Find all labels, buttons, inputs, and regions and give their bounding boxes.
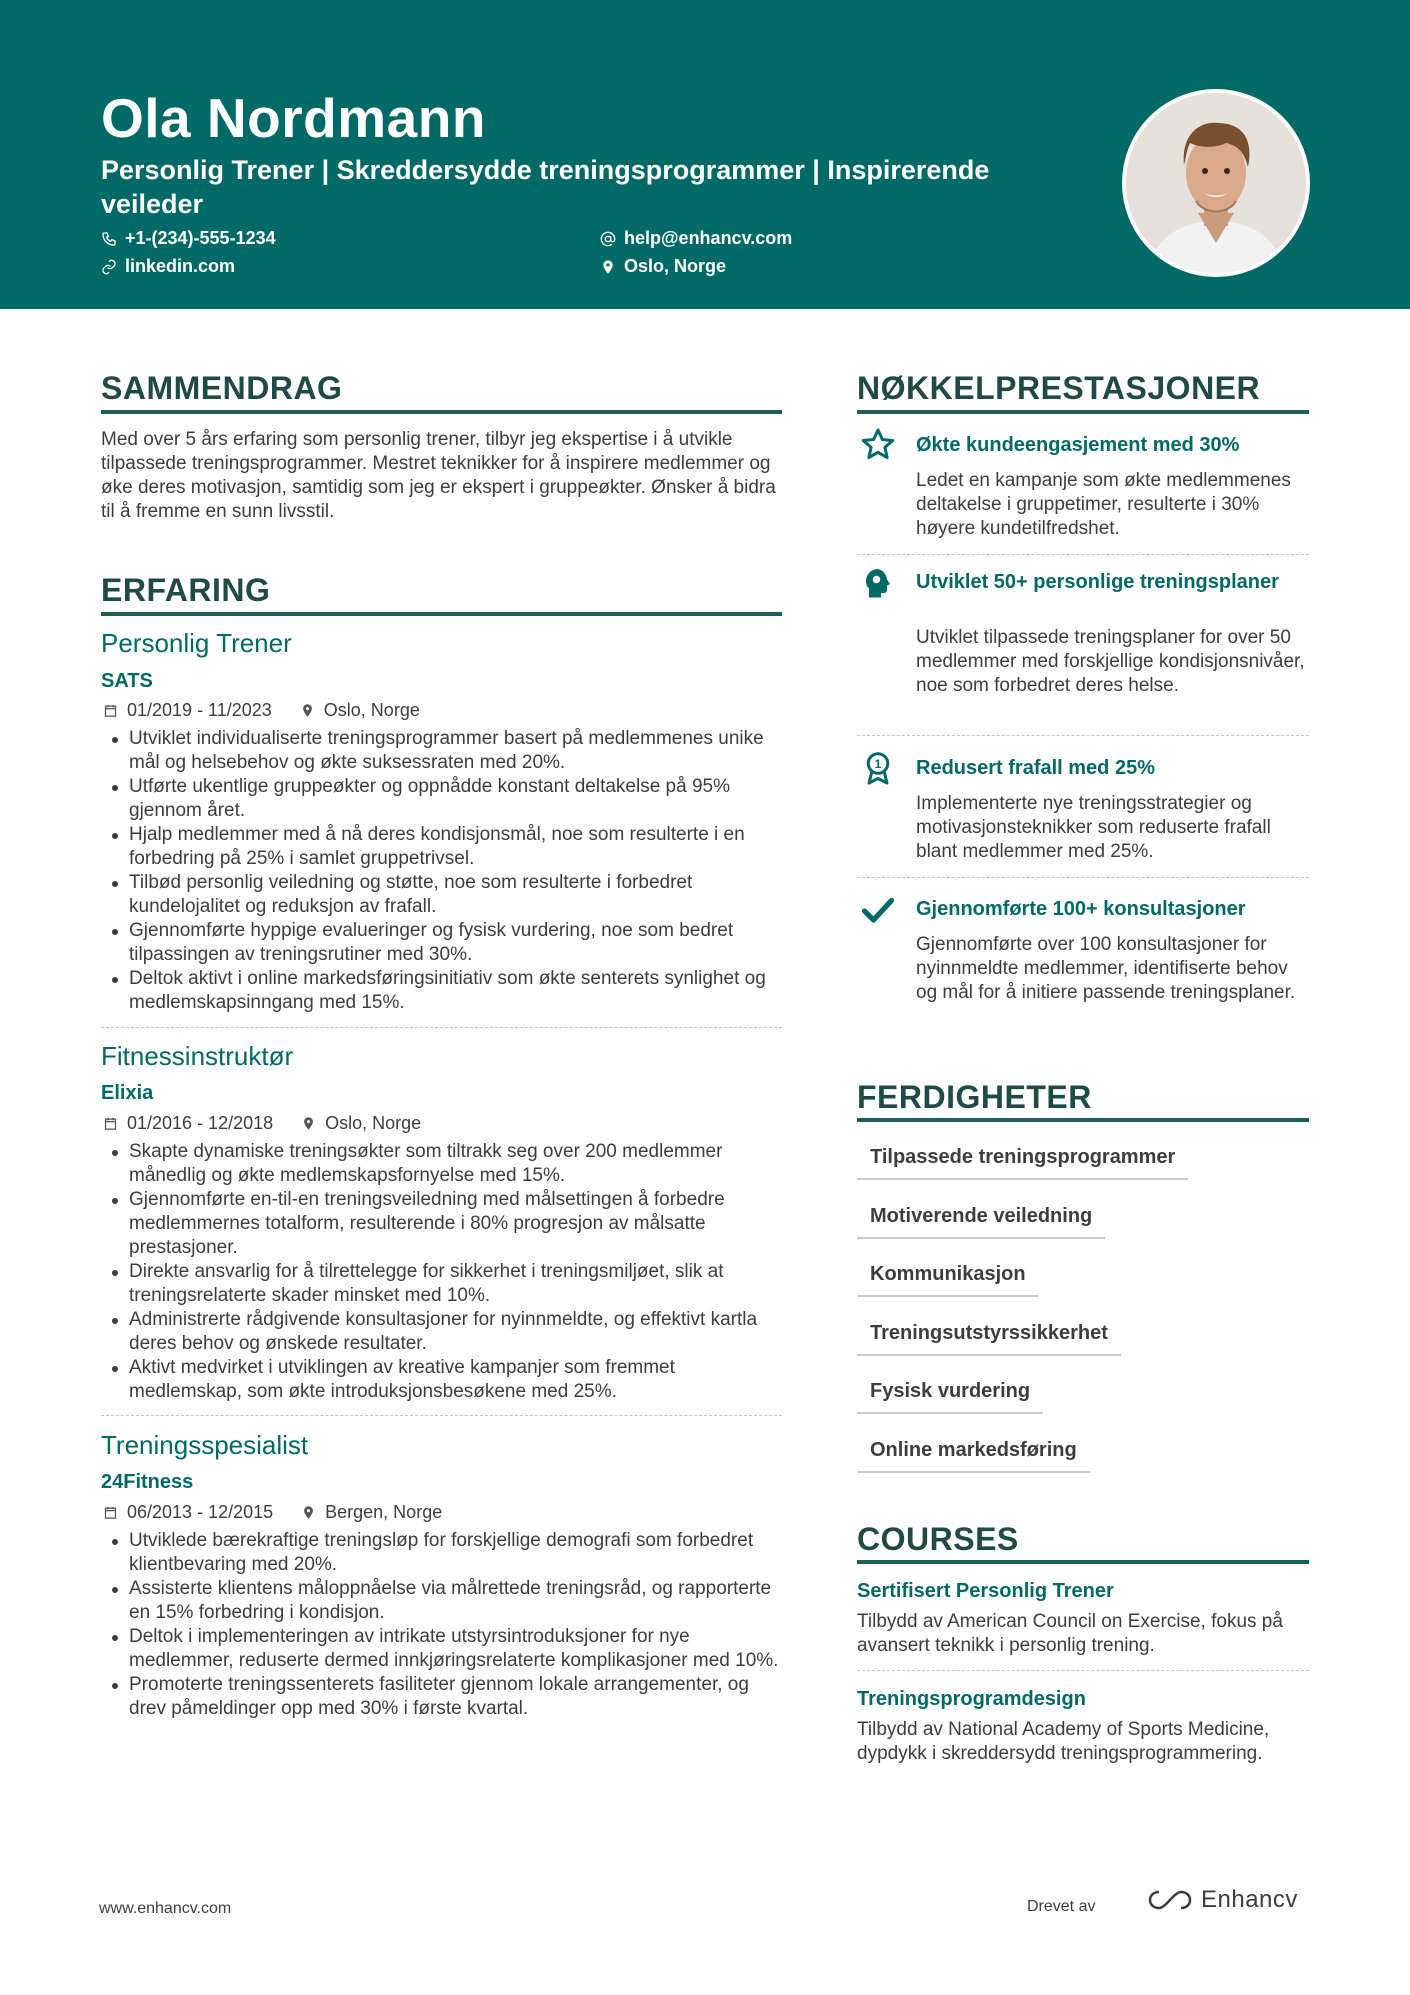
skills-rule bbox=[857, 1118, 1309, 1122]
footer-powered-by: Drevet av bbox=[1027, 1898, 1096, 1915]
course-title: Sertifisert Personlig Trener bbox=[857, 1580, 1114, 1602]
course-title: Treningsprogramdesign bbox=[857, 1688, 1086, 1710]
experience-heading: ERFARING bbox=[101, 572, 271, 608]
job-bullet: Promoterte treningssenterets fasiliteter gjennom lokale arrangementer, og drev påmeldinger opp med 30% i første kvartal. bbox=[101, 1673, 791, 1721]
skill-tag: Motiverende veiledning bbox=[857, 1199, 1105, 1239]
job-meta bbox=[103, 1502, 442, 1523]
contact-phone bbox=[101, 228, 276, 249]
courses-rule bbox=[857, 1560, 1309, 1564]
job-location-text: Bergen, Norge bbox=[325, 1502, 443, 1522]
job-dates: 01/2019 - 11/2023 bbox=[127, 700, 272, 720]
enhancv-brand-text: Enhancv bbox=[1201, 1886, 1298, 1913]
job-title: Treningsspesialist bbox=[101, 1430, 309, 1460]
achievement-text: Utviklet tilpassede treningsplaner for over 50 medlemmer med forskjellige kondisjonsnivåer, noe som forbedret deres helse. bbox=[916, 627, 1305, 696]
linkedin-text[interactable]: linkedin.com bbox=[125, 256, 236, 276]
enhancv-logo[interactable] bbox=[1147, 1886, 1298, 1914]
courses-heading: COURSES bbox=[857, 1521, 1019, 1557]
resume-header bbox=[0, 0, 1410, 309]
course-text: Tilbydd av National Academy of Sports Medicine, dypdykk i skreddersydd treningsprogrammering. bbox=[857, 1719, 1270, 1764]
job-company: 24Fitness bbox=[101, 1471, 194, 1493]
skills-heading: FERDIGHETER bbox=[857, 1079, 1092, 1115]
candidate-name: Ola Nordmann bbox=[101, 87, 486, 149]
calendar-icon bbox=[103, 1116, 118, 1131]
skill-tag: Kommunikasjon bbox=[857, 1257, 1039, 1297]
achievements-heading: NØKKELPRESTASJONER bbox=[857, 370, 1261, 406]
job-bullet: Direkte ansvarlig for å tilrettelegge for sikkerhet i treningsmiljøet, slik at treningsrelaterte skader minsket med 10%. bbox=[101, 1260, 791, 1308]
achievement-divider bbox=[857, 877, 1309, 878]
location-pin-icon bbox=[301, 1116, 316, 1131]
job-meta bbox=[103, 1113, 421, 1134]
job-dates: 06/2013 - 12/2015 bbox=[127, 1502, 274, 1522]
achievement-text: Gjennomførte over 100 konsultasjoner for nyinnmeldte medlemmer, identifiserte behov og mål for å initiere passende treningsplaner. bbox=[916, 934, 1296, 1003]
job-bullet: Administrerte rådgivende konsultasjoner for nyinnmeldte, og effektivt kartla deres behov og ønskede resultater. bbox=[101, 1308, 791, 1356]
profile-photo bbox=[1122, 89, 1310, 277]
job-bullet: Utviklet individualiserte treningsprogrammer basert på medlemmenes unike mål og helsebehov og økte suksessraten med 20%. bbox=[101, 727, 791, 775]
job-bullet: Tilbød personlig veiledning og støtte, noe som resulterte i forbedret kundelojalitet og reduksjon av frafall. bbox=[101, 871, 791, 919]
achievement-divider bbox=[857, 735, 1309, 736]
job-bullet: Deltok i implementeringen av intrikate utstyrsintroduksjoner for nye medlemmer, reduserte dermed innkjøringsrelaterte komplikasjoner med 10%. bbox=[101, 1625, 791, 1673]
job-bullets bbox=[101, 727, 791, 1015]
skill-tag: Treningsutstyrssikkerhet bbox=[857, 1316, 1121, 1356]
location-text: Oslo, Norge bbox=[624, 256, 727, 276]
job-company: SATS bbox=[101, 670, 153, 692]
summary-text: Med over 5 års erfaring som personlig trener, tilbyr jeg ekspertise i å utvikle tilpassede treningsprogrammer. Mestret teknikker for å inspirere medlemmer og øke deres motivasjon, samtidig som jeg er ekspert i gruppeøkter. Ønsker å bidra til å fremme en sunn livsstil. bbox=[101, 429, 776, 522]
job-meta bbox=[103, 700, 420, 721]
achievement-title: Gjennomførte 100+ konsultasjoner bbox=[916, 898, 1246, 920]
svg-text:1: 1 bbox=[874, 757, 882, 771]
link-icon bbox=[101, 259, 117, 275]
course-text: Tilbydd av American Council on Exercise, fokus på avansert teknikk i personlig trening. bbox=[857, 1611, 1283, 1656]
summary-rule bbox=[101, 410, 782, 414]
job-location-text: Oslo, Norge bbox=[323, 700, 420, 720]
email-text[interactable]: help@enhancv.com bbox=[624, 228, 793, 248]
job-bullet: Gjennomførte en-til-en treningsveiledning med målsettingen å forbedre medlemmernes totalform, resulterende i 80% progresjon av målsatte prestasjoner. bbox=[101, 1188, 791, 1260]
star-icon bbox=[860, 427, 896, 463]
at-icon bbox=[600, 231, 616, 247]
job-dates: 01/2016 - 12/2018 bbox=[127, 1113, 274, 1133]
phone-text: +1-(234)-555-1234 bbox=[125, 228, 276, 248]
achievement-divider bbox=[857, 554, 1309, 555]
job-company: Elixia bbox=[101, 1082, 154, 1104]
job-bullet: Hjalp medlemmer med å nå deres kondisjonsmål, noe som resulterte i en forbedring på 25% i samlet gruppetrivsel. bbox=[101, 823, 791, 871]
job-bullet: Utførte ukentlige gruppeøkter og oppnådde konstant deltakelse på 95% gjennom året. bbox=[101, 775, 791, 823]
experience-rule bbox=[101, 612, 782, 616]
job-location bbox=[301, 1113, 421, 1134]
contact-linkedin[interactable] bbox=[101, 256, 235, 277]
achievement-text: Ledet en kampanje som økte medlemmenes deltakelse i gruppetimer, resulterte i 30% høyere kundetilfredshet. bbox=[916, 470, 1291, 539]
achievement-text: Implementerte nye treningsstrategier og motivasjonsteknikker som reduserte frafall blant medlemmer med 25%. bbox=[916, 793, 1271, 862]
skill-tag: Online markedsføring bbox=[857, 1433, 1090, 1473]
job-location bbox=[300, 700, 420, 721]
job-bullet: Deltok aktivt i online markedsføringsinitiativ som økte senterets synlighet og medlemskapsinngang med 15%. bbox=[101, 967, 791, 1015]
skill-tag: Fysisk vurdering bbox=[857, 1374, 1043, 1414]
contact-email[interactable] bbox=[600, 228, 792, 249]
check-icon bbox=[860, 893, 896, 929]
candidate-headline: Personlig Trener | Skreddersydde treningsprogrammer | Inspirerende veileder bbox=[101, 155, 990, 219]
location-pin-icon bbox=[300, 703, 315, 718]
job-bullet: Gjennomførte hyppige evalueringer og fysisk vurdering, noe som bedret tilpassingen av treningsrutiner med 30%. bbox=[101, 919, 791, 967]
skill-tag: Tilpassede treningsprogrammer bbox=[857, 1140, 1188, 1180]
job-bullets bbox=[101, 1140, 791, 1404]
job-bullet: Assisterte klientens måloppnåelse via målrettede treningsråd, og rapporterte en 15% forbedring i kondisjon. bbox=[101, 1577, 791, 1625]
job-divider bbox=[101, 1027, 782, 1028]
job-bullet: Skapte dynamiske treningsøkter som tiltrakk seg over 200 medlemmer månedlig og økte medlemskapsfornyelse med 15%. bbox=[101, 1140, 791, 1188]
course-divider bbox=[857, 1670, 1309, 1671]
achievement-title: Utviklet 50+ personlige treningsplaner bbox=[916, 571, 1279, 593]
location-pin-icon bbox=[600, 259, 616, 275]
location-pin-icon bbox=[301, 1505, 316, 1520]
phone-icon bbox=[101, 231, 117, 247]
job-bullet: Utviklede bærekraftige treningsløp for forskjellige demografi som forbedret klientbevaring med 20%. bbox=[101, 1529, 791, 1577]
achievement-title: Økte kundeengasjement med 30% bbox=[916, 434, 1240, 456]
job-divider bbox=[101, 1415, 782, 1416]
summary-heading: SAMMENDRAG bbox=[101, 370, 343, 406]
job-location bbox=[301, 1502, 442, 1523]
job-title: Personlig Trener bbox=[101, 628, 292, 658]
contact-location bbox=[600, 256, 726, 277]
infinity-logo-icon bbox=[1147, 1888, 1193, 1912]
award-icon bbox=[860, 750, 896, 786]
job-location-text: Oslo, Norge bbox=[325, 1113, 422, 1133]
footer-website[interactable]: www.enhancv.com bbox=[99, 1900, 232, 1917]
job-bullet: Aktivt medvirket i utviklingen av kreative kampanjer som fremmet medlemskap, som økte introduksjonsbesøkene med 25%. bbox=[101, 1356, 791, 1404]
job-bullets bbox=[101, 1529, 791, 1721]
achievement-title: Redusert frafall med 25% bbox=[916, 757, 1155, 779]
calendar-icon bbox=[103, 1505, 118, 1520]
achievements-rule bbox=[857, 410, 1309, 414]
head-icon bbox=[860, 566, 896, 602]
calendar-icon bbox=[103, 703, 118, 718]
job-title: Fitnessinstruktør bbox=[101, 1041, 294, 1071]
